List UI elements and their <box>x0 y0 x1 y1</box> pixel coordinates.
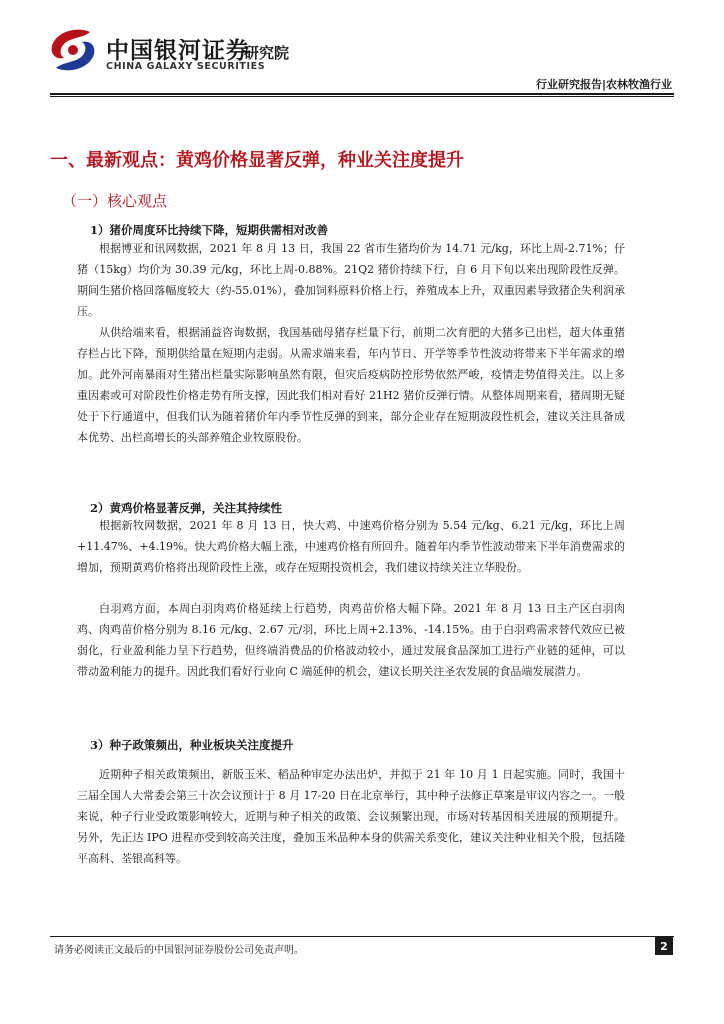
paragraph: 白羽鸡方面，本周白羽肉鸡价格延续上行趋势，肉鸡苗价格大幅下降。2021 年 8 月 13 日主产区白羽肉鸡、肉鸡苗价格分别为 8.16 元/kg、2.67 元/羽，环比上周+2.13%、-14.15%。由于白羽鸡需求替代效应已被弱化，行业盈利能力呈下行趋势，但终端消费品的价格波动较小，通过发展食品深加工进行产业链的延伸，可以带动盈利能力的提升。因此我们看好行业向 C 端延伸的机会，建议长期关注圣农发展的食品端发展潜力。 <box>77 602 625 678</box>
point-heading-3: 3）种子政策频出，种业板块关注度提升 <box>90 738 294 752</box>
header-divider <box>50 93 674 95</box>
footer-disclaimer: 请务必阅读正文最后的中国银河证券股份公司免责声明。 <box>54 945 304 956</box>
point-heading-1: 1）猪价周度环比持续下降，短期供需相对改善 <box>90 223 328 237</box>
institute-label: 研究院 <box>244 44 290 62</box>
brand-name-en: CHINA GALAXY SECURITIES <box>106 61 266 72</box>
paragraph: 根据博亚和讯网数据，2021 年 8 月 13 日，我国 22 省市生猪均价为 14.71 元/kg，环比上周-2.71%；仔猪（15kg）均价为 30.39 元/kg，环比上周-0.88%。21Q2 猪价持续下行，自 6 月下旬以来出现阶段性反弹。期间生猪价格回落幅度较大（约-55.01%），叠加饲料原料价格上行，养殖成本上升，双重因素导致猪企失利润承压。 <box>77 242 625 318</box>
paragraph: 根据新牧网数据，2021 年 8 月 13 日，快大鸡、中速鸡价格分别为 5.54 元/kg、6.21 元/kg，环比上周+11.47%、+4.19%。快大鸡价格大幅上涨，中速鸡价格有所回升。随着年内季节性波动带来下半年消费需求的增加，预期黄鸡价格将出现阶段性上涨，或存在短期投资机会，我们建议持续关注立华股份。 <box>77 519 625 574</box>
page-number: 2 <box>655 937 673 955</box>
page-header <box>0 0 724 100</box>
section-title: 一、最新观点：黄鸡价格显著反弹，种业关注度提升 <box>50 150 464 171</box>
report-type-label: 行业研究报告|农林牧渔行业 <box>535 78 672 91</box>
footer-divider <box>50 936 674 937</box>
brand-name-cn: 中国银河证券 <box>106 38 250 64</box>
paragraph: 近期种子相关政策频出，新版玉米、稻品种审定办法出炉，并拟于 21 年 10 月 1 日起实施。同时，我国十三届全国人大常委会第三十次会议预计于 8 月 17-20 日在北京举行，其中种子法修正草案是审议内容之一。一般来说，种子行业受政策影响较大，近期与种子相关的政策、会议频繁出现，市场对转基因相关进展的预期提升。另外，先正达 IPO 进程亦受到较高关注度，叠加玉米品种本身的供需关系变化，建议关注种业相关个股，包括隆平高科、荃银高科等。 <box>77 768 625 865</box>
galaxy-logo-icon <box>46 26 100 74</box>
subsection-title: （一）核心观点 <box>62 192 168 210</box>
point-heading-2: 2）黄鸡价格显著反弹，关注其持续性 <box>90 501 282 515</box>
header-divider-thin <box>50 96 674 97</box>
paragraph: 从供给端来看，根据涌益咨询数据，我国基础母猪存栏量下行，前期二次育肥的大猪多已出栏，超大体重猪存栏占比下降，预期供给量在短期内走弱。从需求端来看，年内节日、开学等季节性波动将带来下半年需求的增加。此外河南暴雨对生猪出栏量实际影响虽然有限，但灾后疫病防控形势依然严峻，疫情走势值得关注。以上多重因素或可对阶段性价格走势有所支撑，因此我们相对看好 21H2 猪价反弹行情。从整体周期来看，猪周期无疑处于下行通道中，但我们认为随着猪价年内季节性反弹的到来，部分企业存在短期波段性机会，建议关注具备成本优势、出栏高增长的头部养殖企业牧原股份。 <box>77 326 625 444</box>
